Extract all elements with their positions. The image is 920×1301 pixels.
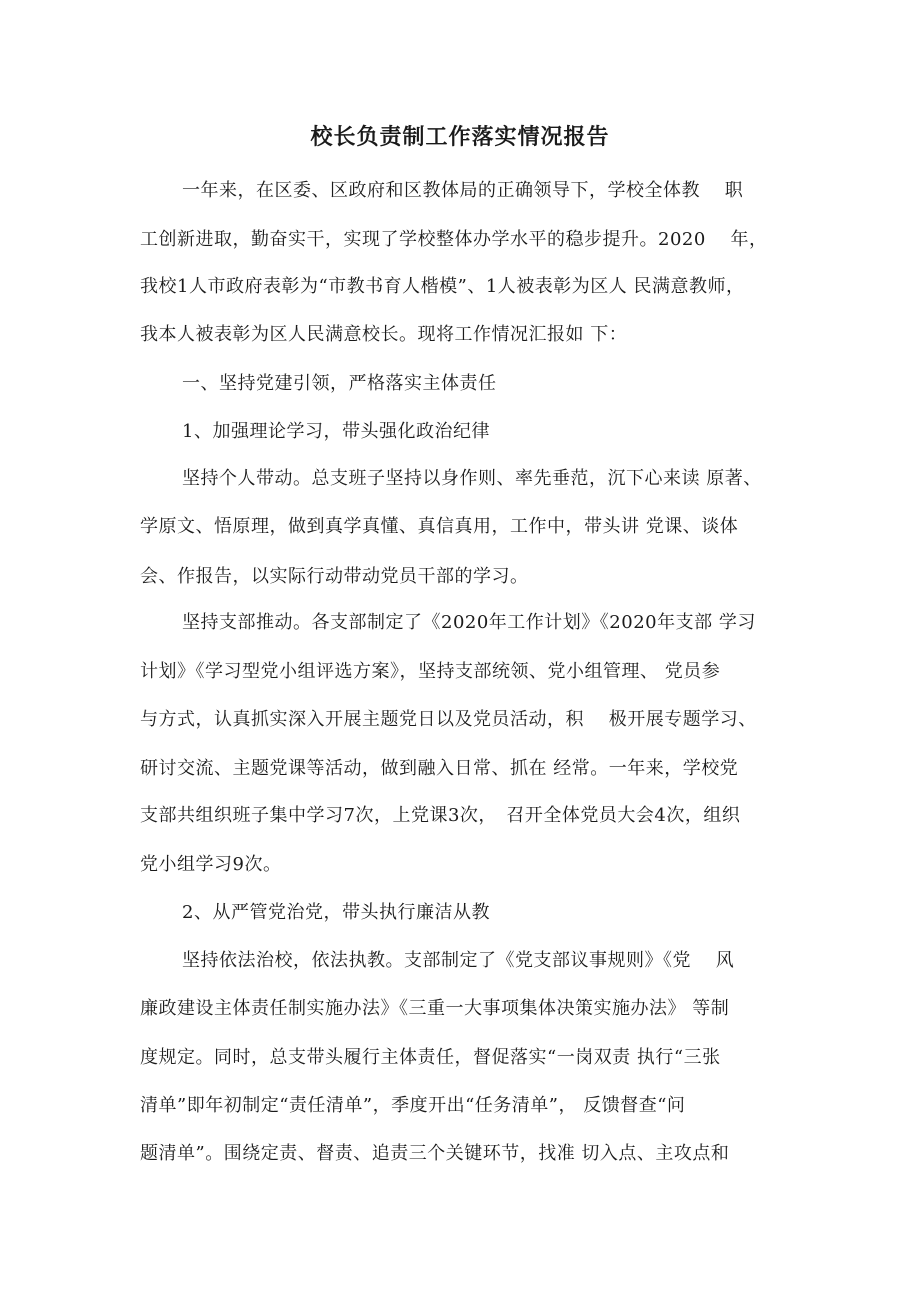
paragraph-line: 研讨交流、主题党课等活动，做到融入日常、抓在 经常。一年来，学校党 — [140, 758, 739, 779]
paragraph-line: 坚持个人带动。总支班子坚持以身作则、率先垂范，沉下心来读 原著、 — [182, 468, 762, 489]
paragraph-line: 题清单”。围绕定责、督责、追责三个关键环节，找准 切入点、主攻点和 — [140, 1143, 730, 1164]
paragraph-line: 我校1人市政府表彰为“市教书育人楷模”、1人被表彰为区人 民满意教师， — [140, 276, 745, 297]
subsection-heading: 1、加强理论学习，带头强化政治纪律 — [182, 421, 490, 442]
paragraph-line: 坚持依法治校，依法执教。支部制定了《党支部议事规则》《党 风 — [182, 950, 735, 971]
paragraph-line: 我本人被表彰为区人民满意校长。现将工作情况汇报如 下： — [140, 324, 628, 345]
paragraph-line: 党小组学习9次。 — [140, 854, 282, 875]
paragraph-line: 计划》《学习型党小组评选方案》，坚持支部统领、党小组管理、 党员参 — [140, 661, 721, 682]
paragraph-line: 与方式，认真抓实深入开展主题党日以及党员活动，积 极开展专题学习、 — [140, 709, 757, 730]
paragraph-line: 度规定。同时，总支带头履行主体责任，督促落实“一岗双责 执行“三张 — [140, 1047, 721, 1068]
paragraph-line: 清单”即年初制定“责任清单”，季度开出“任务清单”， 反馈督查“问 — [140, 1095, 686, 1116]
section-heading: 一、坚持党建引领，严格落实主体责任 — [182, 373, 497, 394]
subsection-heading: 2、从严管党治党，带头执行廉洁从教 — [182, 902, 490, 923]
paragraph-line: 学原文、悟原理，做到真学真懂、真信真用，工作中，带头讲 党课、谈体 — [140, 516, 739, 537]
paragraph-line: 坚持支部推动。各支部制定了《2020年工作计划》《2020年支部 学习 — [182, 612, 756, 633]
paragraph-line: 支部共组织班子集中学习7次，上党课3次， 召开全体党员大会4次，组织 — [140, 805, 741, 826]
paragraph-line: 廉政建设主体责任制实施办法》《三重一大事项集体决策实施办法》 等制 — [140, 998, 730, 1019]
paragraph-line: 一年来，在区委、区政府和区教体局的正确领导下，学校全体教 职 — [182, 180, 744, 201]
document-title: 校长负责制工作落实情况报告 — [310, 125, 610, 150]
paragraph-line: 会、作报告，以实际行动带动党员干部的学习。 — [140, 566, 529, 587]
paragraph-line: 工创新进取，勤奋实干，实现了学校整体办学水平的稳步提升。2020 年， — [140, 229, 768, 250]
